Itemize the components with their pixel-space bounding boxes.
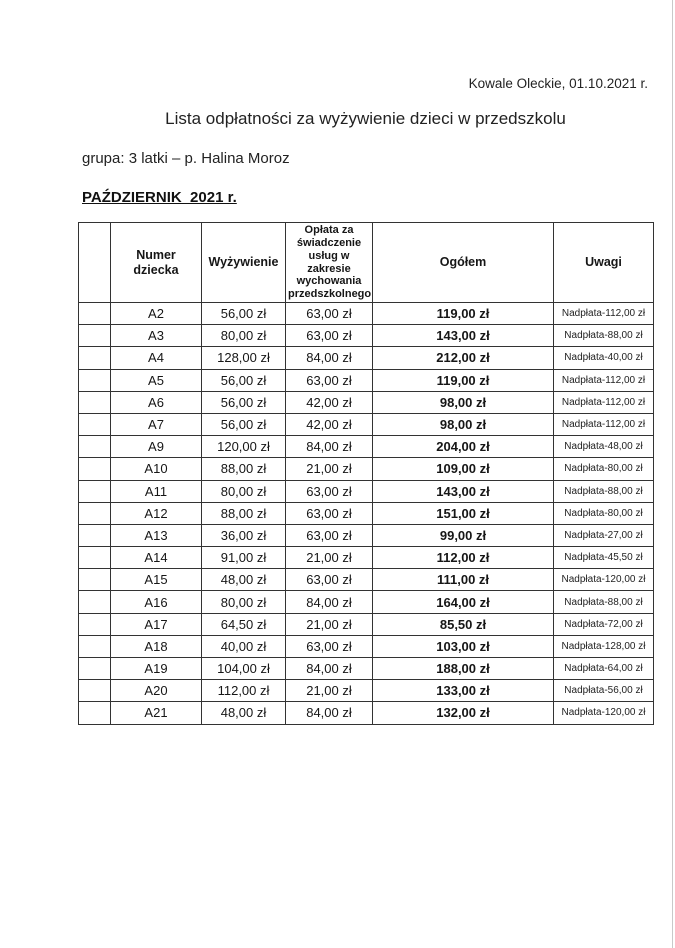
cell-notes: Nadpłata-88,00 zł (554, 591, 654, 613)
cell-total: 109,00 zł (373, 458, 554, 480)
table-row (79, 369, 654, 391)
cell-total: 103,00 zł (373, 635, 554, 657)
cell-notes: Nadpłata-72,00 zł (554, 613, 654, 635)
page-title: Lista odpłatności za wyżywienie dzieci w przedszkolu (165, 109, 566, 128)
cell-total: 132,00 zł (373, 702, 554, 724)
table-row (79, 613, 654, 635)
cell-row-index (79, 391, 111, 413)
cell-food-cost: 91,00 zł (202, 547, 286, 569)
cell-preschool-fee: 84,00 zł (286, 591, 373, 613)
cell-total: 212,00 zł (373, 347, 554, 369)
table-row (79, 436, 654, 458)
cell-child-number: A7 (111, 413, 202, 435)
cell-total: 119,00 zł (373, 369, 554, 391)
cell-total: 99,00 zł (373, 524, 554, 546)
cell-row-index (79, 347, 111, 369)
cell-total: 133,00 zł (373, 680, 554, 702)
table-row (79, 458, 654, 480)
table-row (79, 303, 654, 325)
cell-food-cost: 104,00 zł (202, 658, 286, 680)
cell-preschool-fee: 63,00 zł (286, 480, 373, 502)
table-row (79, 658, 654, 680)
table-row (79, 635, 654, 657)
cell-food-cost: 56,00 zł (202, 303, 286, 325)
cell-preschool-fee: 21,00 zł (286, 547, 373, 569)
table-row (79, 413, 654, 435)
cell-food-cost: 56,00 zł (202, 369, 286, 391)
cell-preschool-fee: 21,00 zł (286, 680, 373, 702)
cell-child-number: A15 (111, 569, 202, 591)
cell-total: 119,00 zł (373, 303, 554, 325)
table-row (79, 680, 654, 702)
cell-notes: Nadpłata-112,00 zł (554, 369, 654, 391)
cell-notes: Nadpłata-40,00 zł (554, 347, 654, 369)
cell-food-cost: 40,00 zł (202, 635, 286, 657)
cell-row-index (79, 480, 111, 502)
month-heading: PAŹDZIERNIK 2021 r. (82, 189, 237, 206)
table-row (79, 569, 654, 591)
table-row (79, 547, 654, 569)
table-row (79, 480, 654, 502)
header-notes: Uwagi (554, 223, 654, 303)
cell-food-cost: 80,00 zł (202, 325, 286, 347)
cell-notes: Nadpłata-112,00 zł (554, 413, 654, 435)
cell-food-cost: 112,00 zł (202, 680, 286, 702)
cell-row-index (79, 458, 111, 480)
cell-notes: Nadpłata-128,00 zł (554, 635, 654, 657)
cell-total: 98,00 zł (373, 413, 554, 435)
cell-notes: Nadpłata-45,50 zł (554, 547, 654, 569)
cell-row-index (79, 680, 111, 702)
cell-preschool-fee: 63,00 zł (286, 569, 373, 591)
table-row (79, 591, 654, 613)
date-line: Kowale Oleckie, 01.10.2021 r. (468, 76, 648, 91)
group-line: grupa: 3 latki – p. Halina Moroz (82, 150, 290, 167)
cell-total: 143,00 zł (373, 325, 554, 347)
cell-notes: Nadpłata-120,00 zł (554, 702, 654, 724)
cell-food-cost: 88,00 zł (202, 458, 286, 480)
cell-notes: Nadpłata-120,00 zł (554, 569, 654, 591)
cell-child-number: A12 (111, 502, 202, 524)
cell-child-number: A3 (111, 325, 202, 347)
cell-child-number: A21 (111, 702, 202, 724)
cell-row-index (79, 369, 111, 391)
cell-row-index (79, 436, 111, 458)
cell-preschool-fee: 63,00 zł (286, 635, 373, 657)
cell-row-index (79, 547, 111, 569)
cell-row-index (79, 591, 111, 613)
cell-food-cost: 128,00 zł (202, 347, 286, 369)
cell-child-number: A17 (111, 613, 202, 635)
cell-total: 204,00 zł (373, 436, 554, 458)
cell-total: 188,00 zł (373, 658, 554, 680)
cell-food-cost: 48,00 zł (202, 569, 286, 591)
cell-row-index (79, 502, 111, 524)
cell-row-index (79, 325, 111, 347)
cell-total: 85,50 zł (373, 613, 554, 635)
cell-notes: Nadpłata-48,00 zł (554, 436, 654, 458)
cell-child-number: A5 (111, 369, 202, 391)
cell-child-number: A9 (111, 436, 202, 458)
cell-notes: Nadpłata-112,00 zł (554, 303, 654, 325)
header-total: Ogółem (373, 223, 554, 303)
header-preschool-fee: Opłata za świadczenie usług w zakresie wychowania przedszkolnego (286, 223, 373, 303)
cell-total: 98,00 zł (373, 391, 554, 413)
cell-preschool-fee: 84,00 zł (286, 658, 373, 680)
cell-notes: Nadpłata-27,00 zł (554, 524, 654, 546)
cell-notes: Nadpłata-56,00 zł (554, 680, 654, 702)
cell-child-number: A18 (111, 635, 202, 657)
table-body (79, 303, 654, 725)
cell-total: 143,00 zł (373, 480, 554, 502)
table-row (79, 391, 654, 413)
cell-total: 111,00 zł (373, 569, 554, 591)
cell-total: 112,00 zł (373, 547, 554, 569)
table-row (79, 347, 654, 369)
payments-table (78, 222, 654, 725)
cell-preschool-fee: 42,00 zł (286, 413, 373, 435)
table-row (79, 325, 654, 347)
cell-food-cost: 56,00 zł (202, 413, 286, 435)
cell-child-number: A16 (111, 591, 202, 613)
cell-food-cost: 56,00 zł (202, 391, 286, 413)
cell-food-cost: 80,00 zł (202, 480, 286, 502)
cell-row-index (79, 303, 111, 325)
cell-row-index (79, 658, 111, 680)
cell-notes: Nadpłata-64,00 zł (554, 658, 654, 680)
cell-notes: Nadpłata-88,00 zł (554, 325, 654, 347)
cell-preschool-fee: 84,00 zł (286, 436, 373, 458)
cell-child-number: A2 (111, 303, 202, 325)
header-food: Wyżywienie (202, 223, 286, 303)
cell-child-number: A11 (111, 480, 202, 502)
cell-row-index (79, 524, 111, 546)
cell-preschool-fee: 63,00 zł (286, 369, 373, 391)
cell-food-cost: 80,00 zł (202, 591, 286, 613)
cell-preschool-fee: 63,00 zł (286, 502, 373, 524)
cell-child-number: A4 (111, 347, 202, 369)
cell-preschool-fee: 84,00 zł (286, 347, 373, 369)
cell-row-index (79, 569, 111, 591)
cell-food-cost: 88,00 zł (202, 502, 286, 524)
cell-notes: Nadpłata-88,00 zł (554, 480, 654, 502)
cell-child-number: A6 (111, 391, 202, 413)
cell-notes: Nadpłata-112,00 zł (554, 391, 654, 413)
cell-food-cost: 36,00 zł (202, 524, 286, 546)
cell-child-number: A14 (111, 547, 202, 569)
table-header-row (79, 223, 654, 303)
cell-food-cost: 120,00 zł (202, 436, 286, 458)
cell-notes: Nadpłata-80,00 zł (554, 458, 654, 480)
cell-row-index (79, 413, 111, 435)
cell-preschool-fee: 21,00 zł (286, 458, 373, 480)
cell-total: 164,00 zł (373, 591, 554, 613)
table-row (79, 524, 654, 546)
cell-preschool-fee: 63,00 zł (286, 325, 373, 347)
cell-preschool-fee: 42,00 zł (286, 391, 373, 413)
cell-row-index (79, 635, 111, 657)
cell-food-cost: 48,00 zł (202, 702, 286, 724)
page-edge-line (672, 0, 673, 948)
cell-preschool-fee: 84,00 zł (286, 702, 373, 724)
cell-preschool-fee: 63,00 zł (286, 303, 373, 325)
table-header (79, 223, 654, 303)
cell-child-number: A10 (111, 458, 202, 480)
cell-preschool-fee: 21,00 zł (286, 613, 373, 635)
cell-child-number: A13 (111, 524, 202, 546)
cell-preschool-fee: 63,00 zł (286, 524, 373, 546)
cell-food-cost: 64,50 zł (202, 613, 286, 635)
cell-child-number: A19 (111, 658, 202, 680)
cell-row-index (79, 702, 111, 724)
table-row (79, 702, 654, 724)
table-row (79, 502, 654, 524)
cell-notes: Nadpłata-80,00 zł (554, 502, 654, 524)
cell-total: 151,00 zł (373, 502, 554, 524)
header-child-number: Numer dziecka (111, 223, 202, 303)
header-index (79, 223, 111, 303)
cell-row-index (79, 613, 111, 635)
cell-child-number: A20 (111, 680, 202, 702)
